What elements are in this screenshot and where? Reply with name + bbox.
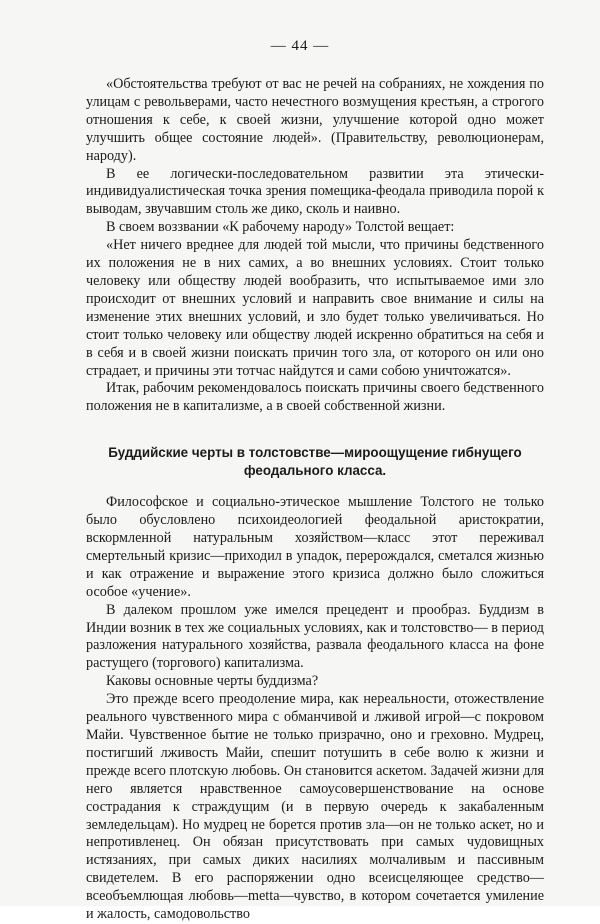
- quote-paragraph: «Нет ничего вреднее для людей той мысли, что причины бедственного их положения не в них самих, а во внешних условиях. Стоит только человеку или обществу людей вообразить, что испытываемое ими зло происходит от внешних условий и направить свое внимание и силы на изменение этих внешних условий, и зло будет только увеличиваться. Но стоит только человеку или обществу людей искренно обратиться на себя и в себя и в своей жизни поискать причин того зла, от которого он или оно страдает, и причины эти тотчас найдутся и сами собою уничтожатся».: [86, 237, 544, 379]
- page-number: — 44 —: [270, 38, 330, 54]
- quote-paragraph: «Обстоятельства требуют от вас не речей на собраниях, не хождения по улицам с револьверами, часто нечестного возмущения крестьян, а строгого отношения к себе, к своей жизни, улучшение которой одно может улучшить общее состояние людей». (Правительству, революционерам, народу).: [86, 76, 544, 164]
- body-paragraph: Каковы основные черты буддизма?: [106, 673, 319, 690]
- body-paragraph: В ее логически-последовательном развитии эта этически-индивидуалистическая точка зрения помещика-феодала приводила порой к выводам, звучавшим столь же дико, сколь и наивно.: [86, 165, 544, 218]
- section-heading: Буддийские черты в толстовстве—мироощущение гибнущего феодального класса.: [108, 445, 522, 479]
- body-paragraph: Философское и социально-этическое мышление Толстого не только было обусловлено психоидеологией феодальной аристократии, вскормленной натуральным хозяйством—класс этот переживал смертельный кризис—приходил в упадок, перерождался, сметался жизнью и как отражение и выражение этого кризиса должно было сложиться особое «учение».: [86, 494, 544, 600]
- body-paragraph: Итак, рабочим рекомендовалось поискать причины своего бедственного положения не в капитализме, а в своей собственной жизни.: [86, 380, 544, 415]
- body-paragraph: В своем воззвании «К рабочему народу» Толстой вещает:: [106, 219, 455, 236]
- body-paragraph: Это прежде всего преодоление мира, как нереальности, отожествление реального чувственного мира с обманчивой и лживой игрой—с покровом Майи. Чувственное бытие не только призрачно, оно и греховно. Мудрец, постигший лживость Майи, спешит потушить в себе волю к жизни и прежде всего плотскую любовь. Он становится аскетом. Задачей жизни для него является нравственное самоусовершенствование на основе сострадания к страждущим (и в первую очередь к закабаленным земледельцам). Но мудрец не борется против зла—он не только аскет, но и непротивленец. Он обязан присутствовать при самых чудовищных истязаниях, при самых диких насилиях молчаливым и пассивным свидетелем. В его распоряжении одно всеисцеляющее средство—всеобъемлющая любовь—metta—чувство, в котором сочетается умиление и жалость, самодовольство: [86, 691, 544, 923]
- page-content: [86, 76, 544, 924]
- body-paragraph: В далеком прошлом уже имелся прецедент и прообраз. Буддизм в Индии возник в тех же социальных условиях, как и толстовство— в период разложения натурального хозяйства, развала феодального класса на фоне растущего (торгового) капитализма.: [86, 601, 544, 672]
